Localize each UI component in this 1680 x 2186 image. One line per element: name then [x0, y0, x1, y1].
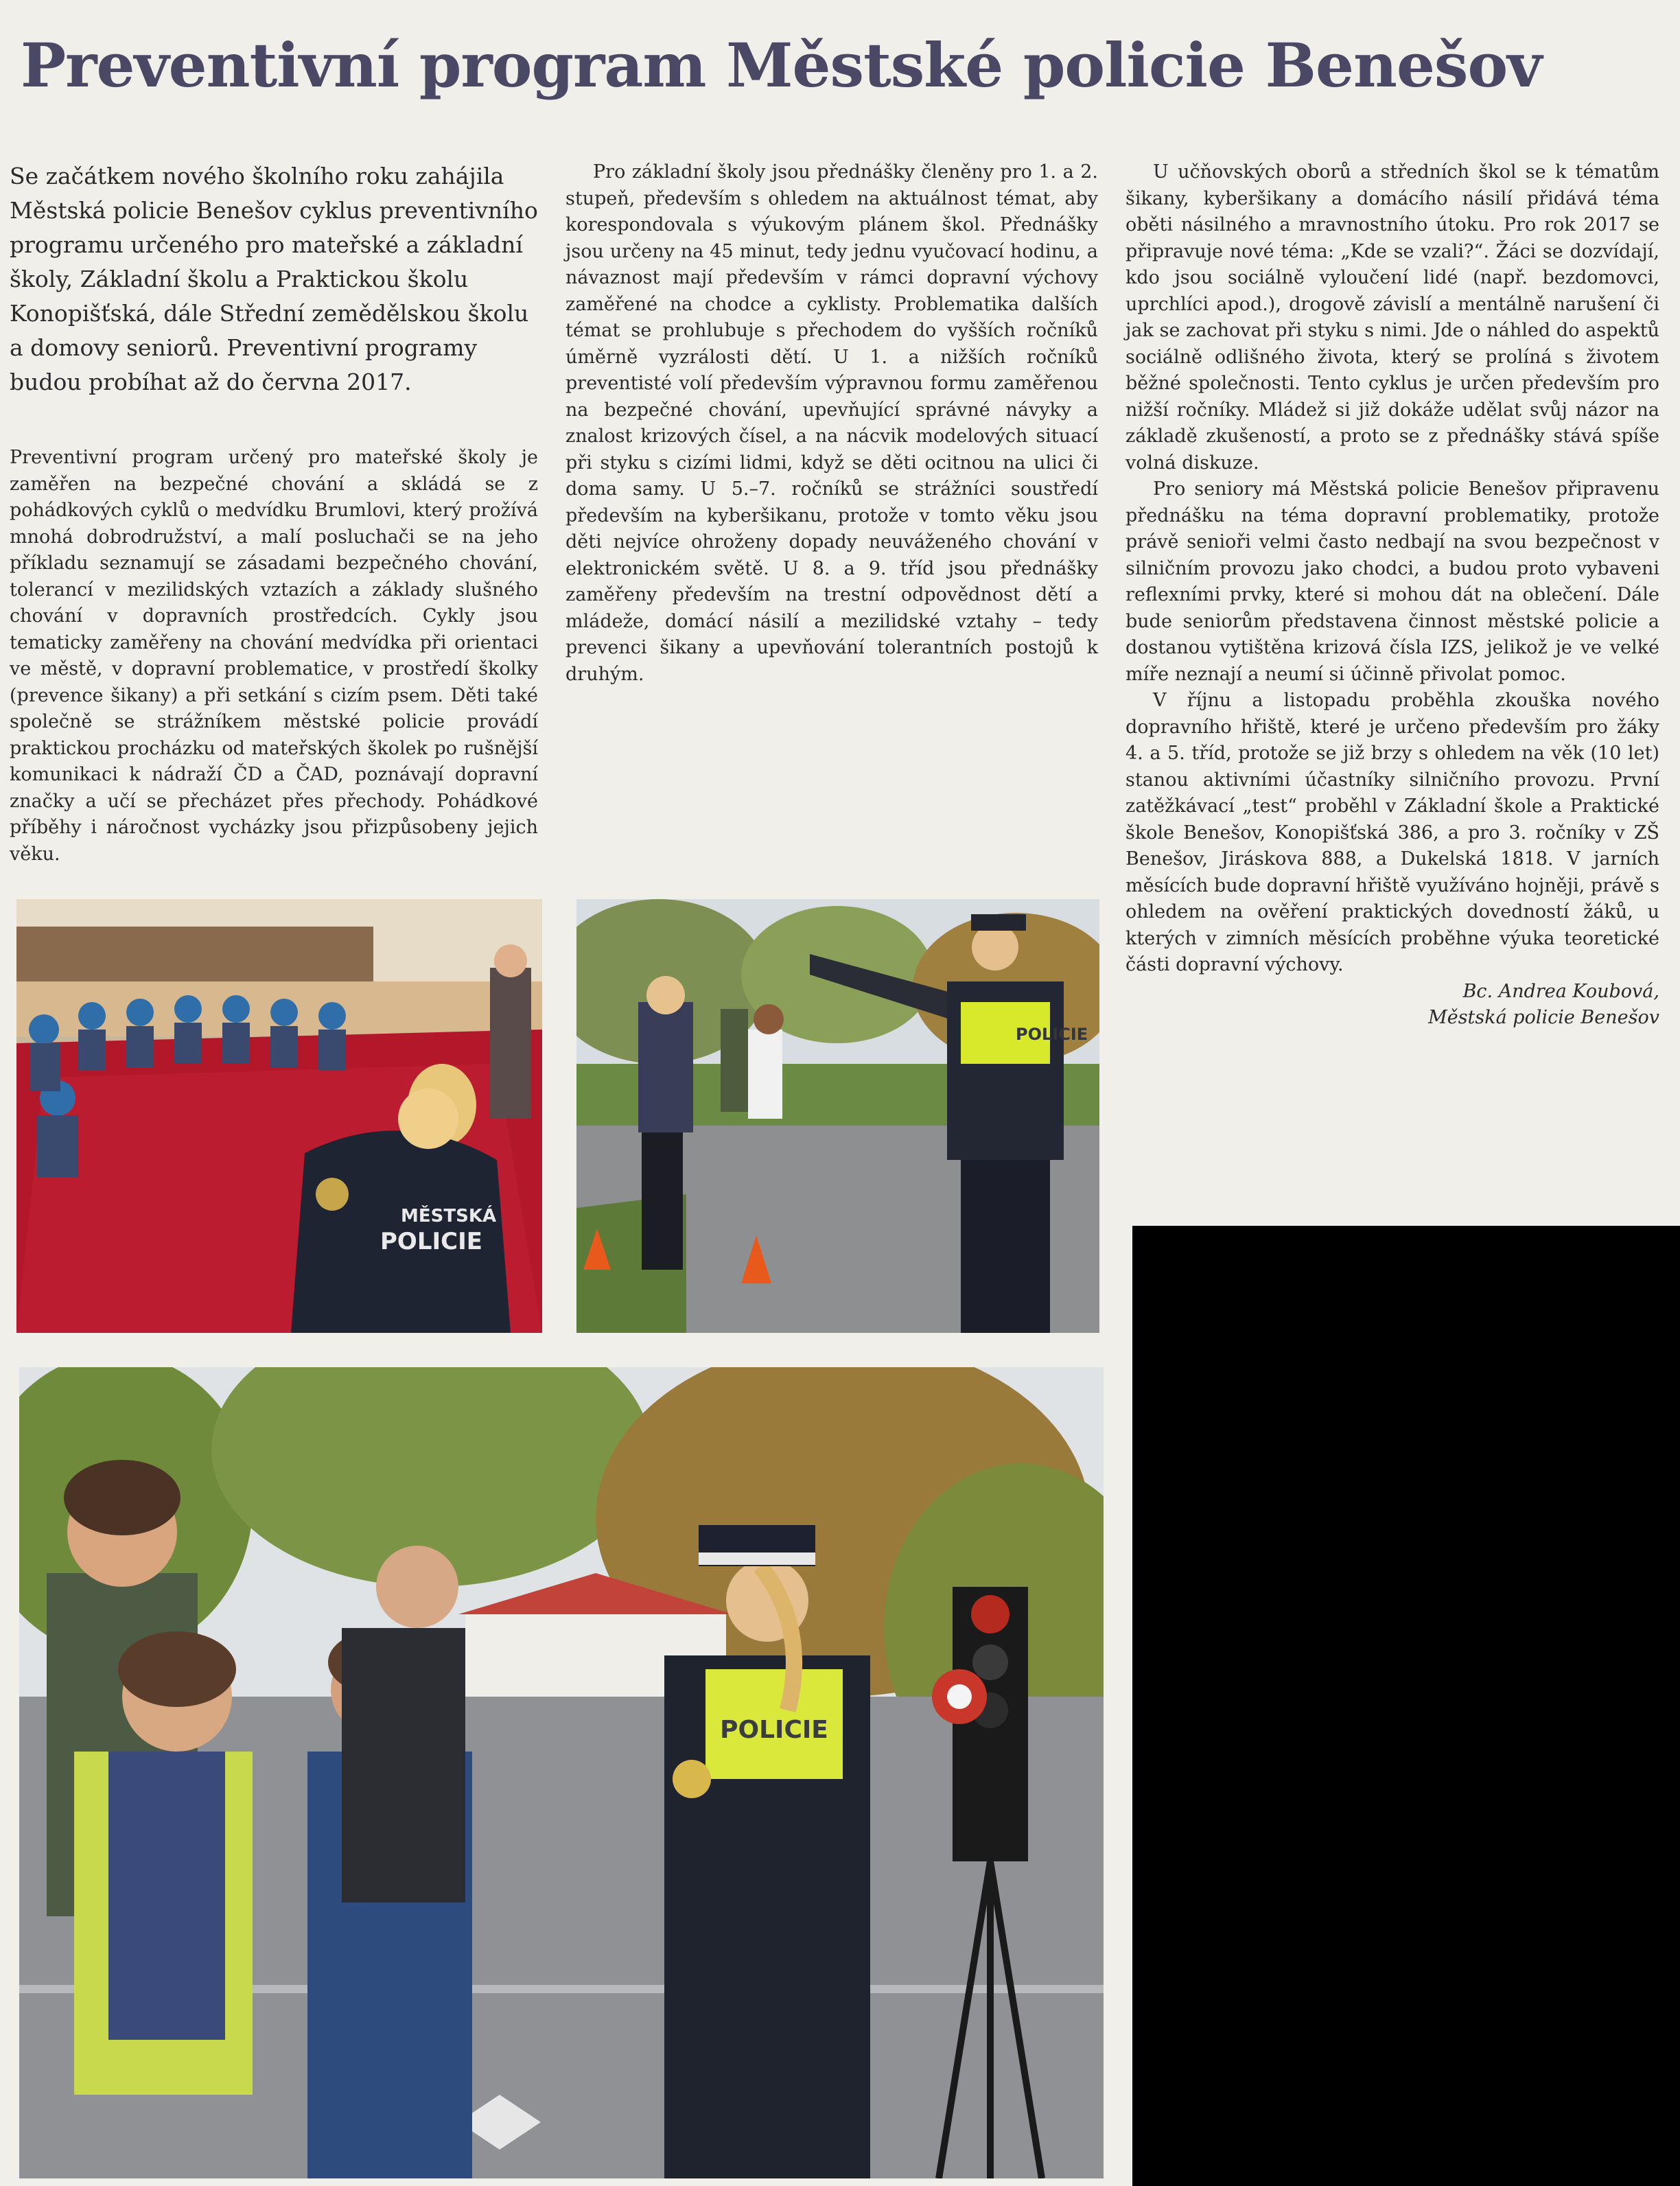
vest-text-side: POLICIE	[1016, 1025, 1088, 1044]
paragraph-seniors: Pro seniory má Městská policie Benešov připravenu přednášku na téma dopravní problematiky, protože právě senioři velmi často nedbají na svou bezpečnost v silničním provozu jako chodci, a budou proto vybaveni reflexními prvky, které si mohou dát na oblečení. Dále bude seniorům představena činnost městské policie a dostanou vytištěna krizová čísla IZS, jelikož je ve velké míře neznají a neumí si účinně přivolat pomoc.	[1125, 478, 1659, 685]
photo-officer-gesture	[576, 899, 1099, 1333]
paragraph-high-schools: U učňovských oborů a středních škol se k tématům šikany, kyberšikany a domácího násilí přidává téma oběti násilného a mravnostního útoku. Pro rok 2017 se připravuje nové téma: „Kde se vzali?“. Žáci se dozvídají, kdo jsou sociálně vyloučení lidé (např. bezdomovci, uprchlíci apod.), drogově závislí a mentálně narušení či jak se zachovat při styku s nimi. Jde o náhled do aspektů sociálně odlišného života, který se prolíná s životem běžné společnosti. Tento cyklus je určen především pro nižší ročníky. Mládež si již dokáže udělat svůj názor na základě zkušeností, a proto se z přednášky stává spíše volná diskuze.	[1125, 161, 1659, 474]
redacted-area	[1132, 1226, 1680, 2186]
column-2	[565, 159, 1098, 688]
uniform-text-top: MĚSTSKÁ	[401, 1206, 497, 1226]
article-lead	[10, 159, 538, 399]
column-3	[1125, 159, 1659, 1032]
author-name: Bc. Andrea Koubová,	[1462, 980, 1659, 1002]
article-title: Preventivní program Městské policie Benešov	[21, 30, 1542, 101]
paragraph-elementary: Pro základní školy jsou přednášky členěny pro 1. a 2. stupeň, především s ohledem na aktuálnost témat, aby korespondovala s výukovým plánem škol. Přednášky jsou určeny na 45 minut, tedy jednu vyučovací hodinu, a návaznost mají především v rámci dopravní výchovy zaměřené na chodce a cyklisty. Problematika dalších témat se prohlubuje s přechodem do vyšších ročníků úměrně vyzrálosti dětí. U 1. a nižších ročníků preventisté volí především výpravnou formu zaměřenou na bezpečné chování, upevňující správné návyky a znalost krizových čísel, a na nácvik modelových situací při styku s cizími lidmi, když se děti ocitnou na ulici či doma samy. U 5.–7. ročníků se strážníci soustředí především na kyberšikanu, protože v tomto věku jsou děti nejvíce ohroženy dopady neuváženého chování v elektronickém světě. U 8. a 9. tříd jsou přednášky zaměřeny především na trestní odpovědnost dětí a mládeže, domácí násilí a mezilidské vztahy – tedy prevenci šikany a upevňování tolerantních postojů k druhým.	[565, 161, 1098, 685]
column-1	[10, 445, 538, 868]
paragraph-kindergarten: Preventivní program určený pro mateřské školy je zaměřen na bezpečné chování a skládá se z pohádkových cyklů o medvídku Brumlovi, který prožívá mnohá dobrodružství, a malí posluchači se na jeho příkladu seznamují se zásadami bezpečného chování, tolerancí v mezilidských vztazích a základy slušného chování v dopravních prostředcích. Cykly jsou tematicky zaměřeny na chování medvídka při orientaci ve městě, v dopravní problematice, v prostředí školky (prevence šikany) a při setkání s cizím psem. Děti také společně se strážníkem městské policie provádí praktickou procházku od mateřských školek po rušnější komunikaci k nádraží ČD a ČAD, poznávají dopravní značky a učí se přecházet přes přechody. Pohádkové příběhy i náročnost vycházky jsou přizpůsobeny jejich věku.	[10, 447, 538, 865]
photo-kindergarten	[16, 899, 542, 1333]
author-organization: Městská policie Benešov	[1428, 1007, 1659, 1028]
photo-traffic-playground	[19, 1367, 1104, 2178]
vest-text-back: POLICIE	[720, 1716, 828, 1744]
paragraph-traffic-playground: V říjnu a listopadu proběhla zkouška nového dopravního hřiště, které je určeno především pro žáky 4. a 5. tříd, protože se již brzy s ohledem na věk (10 let) stanou aktivními účastníky silničního provozu. První zatěžkávací „test“ proběhl v Základní škole a Praktické škole Benešov, Konopišťská 386, a pro 3. ročníky v ZŠ Benešov, Jiráskova 888, a Dukelská 1818. V jarních měsících bude dopravní hřiště využíváno hojněji, právě s ohledem na ověření praktických dovedností žáků, u kterých v zimních měsících proběhne výuka teoretické části dopravní výchovy.	[1125, 690, 1659, 975]
lead-paragraph: Se začátkem nového školního roku zahájila Městská policie Benešov cyklus preventivního programu určeného pro mateřské a základní školy, Základní školu a Praktickou školu Konopišťská, dále Střední zemědělskou školu a domovy seniorů. Preventivní programy budou probíhat až do června 2017.	[10, 163, 538, 395]
uniform-text-bottom: POLICIE	[380, 1228, 482, 1255]
